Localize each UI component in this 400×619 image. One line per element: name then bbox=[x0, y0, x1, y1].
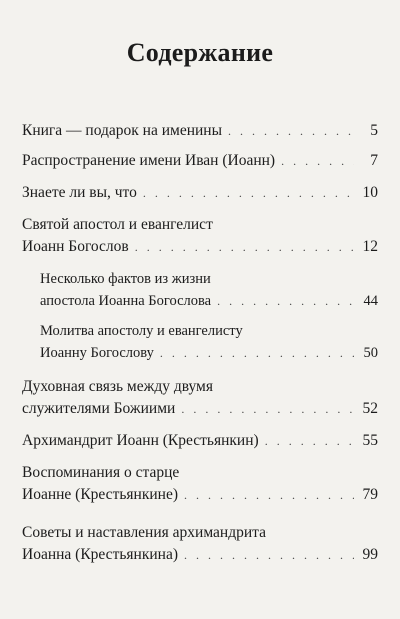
dot-leader bbox=[143, 182, 354, 204]
toc-entry-title-line: Иоанна (Крестьянкина) bbox=[22, 546, 178, 563]
toc-entry-title: Архимандрит Иоанн (Крестьянкин) bbox=[22, 432, 259, 449]
dot-leader bbox=[265, 430, 354, 452]
dot-leader bbox=[135, 236, 354, 258]
toc-entry bbox=[22, 150, 378, 172]
toc-page-number: 55 bbox=[362, 432, 378, 449]
toc-page-number: 5 bbox=[370, 122, 378, 139]
toc-page-number: 99 bbox=[362, 546, 378, 563]
toc-entry bbox=[22, 522, 378, 566]
toc-entry bbox=[22, 120, 378, 142]
toc-entry bbox=[22, 214, 378, 258]
toc-entry bbox=[22, 430, 378, 452]
toc-entry-title: Книга — подарок на именины bbox=[22, 122, 223, 139]
toc-entry-title-line: Иоанну Богослову bbox=[40, 345, 154, 361]
dot-leader bbox=[281, 150, 354, 172]
toc-page-number: 52 bbox=[362, 400, 378, 417]
dot-leader bbox=[184, 544, 354, 566]
page-title: Содержание bbox=[126, 38, 274, 67]
toc-page-number: 10 bbox=[362, 184, 378, 201]
dot-leader bbox=[228, 120, 354, 142]
toc-entry-title: Распространение имени Иван (Иоанн) bbox=[22, 152, 276, 169]
toc-entry bbox=[22, 462, 378, 506]
toc-entry-title-line: служителями Божиими bbox=[22, 400, 176, 417]
toc-entry-title-line: апостола Иоанна Богослова bbox=[40, 293, 212, 309]
toc-entry-title: Знаете ли вы, что bbox=[22, 184, 137, 201]
dot-leader bbox=[160, 342, 354, 364]
dot-leader bbox=[184, 484, 354, 506]
toc-page-number: 7 bbox=[370, 152, 378, 169]
toc-page-number: 12 bbox=[362, 238, 378, 255]
toc-entry-title-line: Иоанне (Крестьянкине) bbox=[22, 486, 178, 503]
toc-entry bbox=[22, 182, 378, 204]
dot-leader bbox=[181, 398, 354, 420]
toc-subentry bbox=[40, 320, 378, 364]
toc-entry bbox=[22, 376, 378, 420]
toc-entry-title-line: Воспоминания о старце bbox=[22, 464, 180, 481]
toc-entry-title-line: Иоанн Богослов bbox=[22, 238, 129, 255]
toc-page-number: 44 bbox=[363, 293, 378, 309]
toc-entry-title-line: Несколько фактов из жизни bbox=[40, 271, 211, 287]
toc-page-number: 79 bbox=[362, 486, 378, 503]
dot-leader bbox=[217, 290, 354, 312]
toc-entry-title-line: Святой апостол и евангелист bbox=[22, 216, 213, 233]
toc-entry-title-line: Духовная связь между двумя bbox=[22, 378, 213, 395]
toc-entry-title-line: Советы и наставления архимандрита bbox=[22, 524, 266, 541]
toc-page-number: 50 bbox=[363, 345, 378, 361]
toc-entry-title-line: Молитва апостолу и евангелисту bbox=[40, 323, 243, 339]
toc-subentry bbox=[40, 268, 378, 312]
